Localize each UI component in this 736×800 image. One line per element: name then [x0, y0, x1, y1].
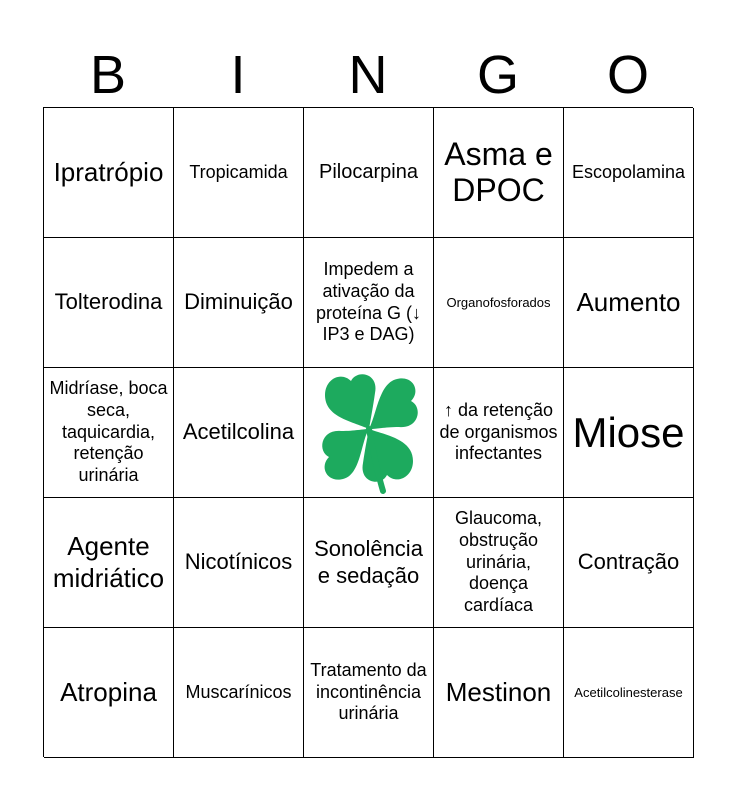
- bingo-cell[interactable]: Atropina: [44, 628, 174, 758]
- bingo-cell[interactable]: Tropicamida: [174, 108, 304, 238]
- bingo-cell[interactable]: Contração: [564, 498, 694, 628]
- bingo-cell[interactable]: Escopolamina: [564, 108, 694, 238]
- header-letter-o: O: [606, 45, 649, 105]
- bingo-cell[interactable]: Tratamento da incontinência urinária: [304, 628, 434, 758]
- bingo-cell[interactable]: Miose: [564, 368, 694, 498]
- bingo-cell[interactable]: Impedem a ativação da proteína G (↓ IP3 e DAG): [304, 238, 434, 368]
- bingo-cell[interactable]: Diminuição: [174, 238, 304, 368]
- bingo-cell[interactable]: Muscarínicos: [174, 628, 304, 758]
- bingo-cell[interactable]: Pilocarpina: [304, 108, 434, 238]
- header-letter-i: I: [230, 45, 246, 105]
- four-leaf-clover-icon: [317, 371, 421, 495]
- bingo-cell[interactable]: Acetilcolina: [174, 368, 304, 498]
- bingo-cell[interactable]: Acetilcolinesterase: [564, 628, 694, 758]
- bingo-cell[interactable]: ↑ da retenção de organismos infectantes: [434, 368, 564, 498]
- bingo-cell[interactable]: Aumento: [564, 238, 694, 368]
- header-letter-n: N: [348, 45, 388, 105]
- bingo-header: [43, 44, 693, 106]
- bingo-cell[interactable]: Agente midriático: [44, 498, 174, 628]
- bingo-cell[interactable]: Glaucoma, obstrução urinária, doença cardíaca: [434, 498, 564, 628]
- bingo-cell[interactable]: Nicotínicos: [174, 498, 304, 628]
- header-letter-g: G: [476, 45, 519, 105]
- bingo-cell[interactable]: Tolterodina: [44, 238, 174, 368]
- header-letter-b: B: [89, 45, 127, 105]
- free-space-cell[interactable]: [304, 368, 434, 498]
- bingo-cell[interactable]: Ipratrópio: [44, 108, 174, 238]
- bingo-cell[interactable]: Asma e DPOC: [434, 108, 564, 238]
- bingo-cell[interactable]: Organofosforados: [434, 238, 564, 368]
- bingo-cell[interactable]: Mestinon: [434, 628, 564, 758]
- bingo-cell[interactable]: Midríase, boca seca, taquicardia, retenção urinária: [44, 368, 174, 498]
- bingo-board: [43, 107, 693, 757]
- bingo-cell[interactable]: Sonolência e sedação: [304, 498, 434, 628]
